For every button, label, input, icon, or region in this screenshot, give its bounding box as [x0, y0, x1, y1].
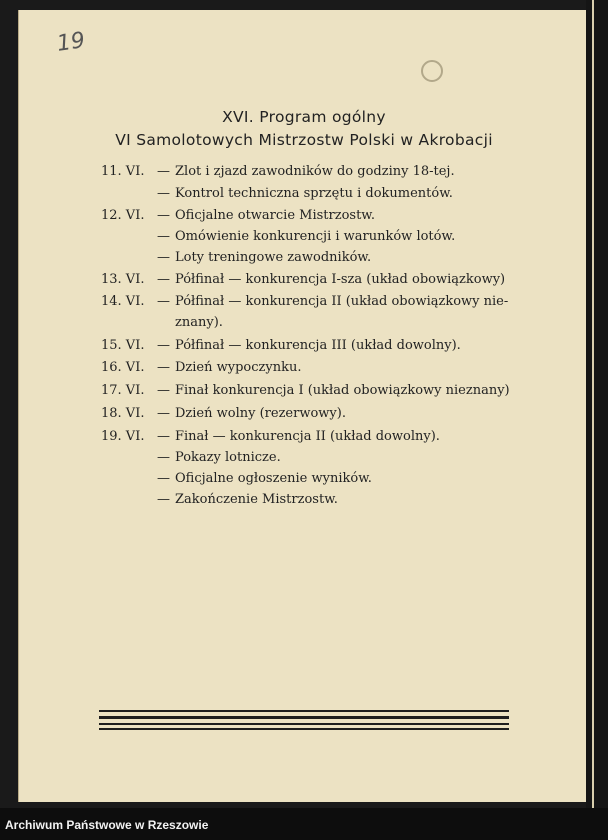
program-row [0, 406, 608, 426]
dash: — [157, 450, 170, 465]
program-item-continuation: znany). [175, 315, 223, 330]
program-item: Półfinał — konkurencja I-sza (układ obowiązkowy) [175, 272, 506, 287]
program-item: Półfinał — konkurencja III (układ dowolny). [175, 338, 461, 353]
program-item: Półfinał — konkurencja II (układ obowiązkowy nie- [175, 294, 509, 309]
program-date: 13. VI. [101, 272, 145, 287]
program-item: Zakończenie Mistrzostw. [175, 492, 338, 507]
decorative-rule [99, 716, 509, 719]
decorative-rule [99, 728, 509, 730]
decorative-rule [99, 710, 509, 712]
dash: — [157, 360, 170, 375]
program-item: Pokazy lotnicze. [175, 450, 281, 465]
program-row [0, 429, 608, 449]
program-date: 18. VI. [101, 406, 145, 421]
program-row [0, 360, 608, 380]
program-row [0, 338, 608, 358]
title-line-1: XVI. Program ogólny [222, 108, 386, 126]
program-date: 15. VI. [101, 338, 145, 353]
program-date: 14. VI. [101, 294, 145, 309]
handwritten-page-number: 19 [55, 28, 87, 57]
program-row [0, 492, 608, 512]
title-line-2: VI Samolotowych Mistrzostw Polski w Akrobacji [115, 131, 493, 149]
program-item: Finał — konkurencja II (układ dowolny). [175, 429, 440, 444]
program-item: Oficjalne otwarcie Mistrzostw. [175, 208, 376, 223]
program-row [0, 471, 608, 491]
dash: — [157, 294, 170, 309]
dash: — [157, 208, 170, 223]
dash: — [157, 250, 170, 265]
program-row [0, 450, 608, 470]
program-item: Dzień wolny (rezerwowy). [175, 406, 346, 421]
dash: — [157, 492, 170, 507]
program-row [0, 208, 608, 228]
dash: — [157, 338, 170, 353]
dash: — [157, 186, 170, 201]
dash: — [157, 429, 170, 444]
dash: — [157, 383, 170, 398]
program-item: Finał konkurencja I (układ obowiązkowy nieznany) [175, 383, 510, 398]
program-row [0, 250, 608, 270]
archive-footer-bar [0, 808, 608, 840]
program-item: Omówienie konkurencji i warunków lotów. [175, 229, 456, 244]
dash: — [157, 272, 170, 287]
archive-name: Archiwum Państwowe w Rzeszowie [5, 818, 209, 832]
program-row [0, 272, 608, 292]
program-item: Zlot i zjazd zawodników do godziny 18-tej. [175, 164, 455, 179]
program-row [0, 164, 608, 184]
program-date: 11. VI. [101, 164, 145, 179]
program-date: 16. VI. [101, 360, 145, 375]
dash: — [157, 164, 170, 179]
program-item: Loty treningowe zawodników. [175, 250, 372, 265]
dash: — [157, 471, 170, 486]
program-item: Dzień wypoczynku. [175, 360, 302, 375]
program-row [0, 383, 608, 403]
program-row [0, 186, 608, 206]
program-date: 12. VI. [101, 208, 145, 223]
program-item: Oficjalne ogłoszenie wyników. [175, 471, 372, 486]
program-date: 19. VI. [101, 429, 145, 444]
program-date: 17. VI. [101, 383, 145, 398]
program-row [0, 229, 608, 249]
dash: — [157, 229, 170, 244]
program-row [0, 294, 608, 314]
program-row [0, 315, 608, 335]
decorative-rule [99, 723, 509, 725]
program-item: Kontrol techniczna sprzętu i dokumentów. [175, 186, 453, 201]
stamp-mark-icon [421, 60, 443, 82]
dash: — [157, 406, 170, 421]
